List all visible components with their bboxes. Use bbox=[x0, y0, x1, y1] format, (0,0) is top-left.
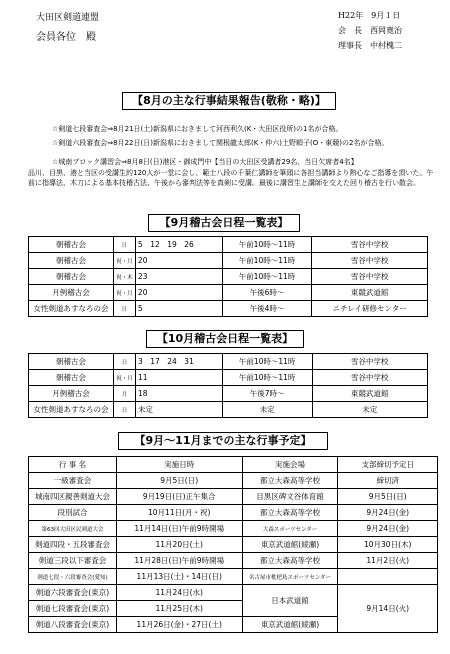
event-date: 9月5日(日) bbox=[116, 473, 242, 489]
table-row bbox=[29, 521, 438, 537]
issue-date: H22年 9月１日 bbox=[338, 11, 401, 20]
event-venue: 都立大森高等学校 bbox=[242, 553, 338, 569]
schedule-dates: 3 17 24 31 bbox=[135, 354, 222, 370]
schedule-name: 月例稽古会 bbox=[29, 285, 114, 301]
schedule-place: 雪谷中学校 bbox=[312, 253, 428, 269]
schedule-day: 月 bbox=[113, 386, 135, 402]
schedule-time: 未定 bbox=[222, 402, 312, 418]
event-date: 11月13日(土)・14日(日) bbox=[116, 569, 242, 585]
section-title-august: 【8月の主な行事結果報告(敬称・略)】 bbox=[122, 92, 336, 110]
addressee: 会員各位 殿 bbox=[36, 32, 96, 43]
schedule-time: 午前10時〜11時 bbox=[222, 253, 312, 269]
event-deadline: 11月2日(火) bbox=[338, 553, 438, 569]
event-name: 城南四区親善剣道大会 bbox=[29, 489, 117, 505]
schedule-day: 祝・木 bbox=[113, 269, 135, 285]
schedule-name: 朝稽古会 bbox=[29, 253, 114, 269]
schedule-day: 祝・月 bbox=[113, 253, 135, 269]
schedule-day: 日 bbox=[113, 301, 135, 317]
schedule-day: 日 bbox=[113, 354, 135, 370]
event-date: 11月25日(木) bbox=[116, 601, 242, 617]
event-date: 11月28日(日)午前9時開場 bbox=[116, 553, 242, 569]
event-venue: 都立大森高等学校 bbox=[242, 505, 338, 521]
table-row bbox=[29, 370, 428, 386]
event-name: 第63回大田区民剣道大会 bbox=[29, 521, 117, 537]
events-header-cell: 支部締切予定日 bbox=[338, 457, 438, 473]
schedule-name: 月例稽古会 bbox=[29, 386, 114, 402]
event-deadline: 9月24日(金) bbox=[338, 521, 438, 537]
schedule-place: 東競武道館 bbox=[312, 285, 428, 301]
schedule-place: 雪谷中学校 bbox=[312, 370, 427, 386]
schedule-name: 朝稽古会 bbox=[29, 370, 114, 386]
event-name: 剣道七段審査会(東京) bbox=[29, 601, 117, 617]
schedule-dates: 23 bbox=[135, 269, 222, 285]
schedule-day: 祝・月 bbox=[113, 285, 135, 301]
event-name: 剣道七段・六段審査会(愛知) bbox=[29, 569, 117, 585]
event-name: 剣道四段・五段審査会 bbox=[29, 537, 117, 553]
schedule-place: ニチレイ研修センター bbox=[312, 301, 428, 317]
events-header-cell: 実施日時 bbox=[116, 457, 242, 473]
event-venue: 名古屋市枇杷島スポーツセンター bbox=[242, 569, 338, 585]
event-venue: 大森スポーツセンター bbox=[242, 521, 338, 537]
event-deadline: 締切済 bbox=[338, 473, 438, 489]
event-venue: 東京武道館(綾瀬) bbox=[242, 617, 338, 633]
event-date: 11月26日(金)・27日(土) bbox=[116, 617, 242, 633]
schedule-name: 女性剣道あすなろの会 bbox=[29, 402, 114, 418]
schedule-time: 午前10時〜11時 bbox=[222, 370, 312, 386]
event-date: 11月20日(土) bbox=[116, 537, 242, 553]
schedule-dates: 未定 bbox=[135, 402, 222, 418]
september-schedule-table bbox=[28, 236, 428, 317]
director: 理事長 中村槐二 bbox=[338, 41, 402, 50]
event-deadline: 10月30日(木) bbox=[338, 537, 438, 553]
schedule-time: 午後6時〜 bbox=[222, 285, 312, 301]
schedule-name: 朝稽古会 bbox=[29, 269, 114, 285]
schedule-dates: 20 bbox=[135, 253, 222, 269]
section-title-september: 【9月稽古会日程一覧表】 bbox=[148, 214, 300, 232]
table-row bbox=[29, 269, 428, 285]
events-header-cell: 行 事 名 bbox=[29, 457, 117, 473]
schedule-time: 午前10時〜11時 bbox=[222, 354, 312, 370]
table-row bbox=[29, 585, 438, 601]
schedule-name: 朝稽古会 bbox=[29, 354, 114, 370]
block-seminar-title: ☆城南ブロック講習会⇒8月8日(日)港区・御成門中【当日の大田区受講者29名、当日欠席者4名】 bbox=[52, 158, 358, 166]
event-deadline: 9月24日(金) bbox=[338, 505, 438, 521]
event-venue: 東京武道館(綾瀬) bbox=[242, 537, 338, 553]
table-row bbox=[29, 237, 428, 253]
schedule-place: 東競武道館 bbox=[312, 386, 427, 402]
event-venue: 目黒区碑文谷体育館 bbox=[242, 489, 338, 505]
schedule-time: 午後4時〜 bbox=[222, 301, 312, 317]
schedule-place: 未定 bbox=[312, 402, 427, 418]
table-row bbox=[29, 537, 438, 553]
event-name: 剣道八段審査会(東京) bbox=[29, 617, 117, 633]
table-row bbox=[29, 253, 428, 269]
result-6dan: ☆剣道六段審査会⇒8月22日(日)新潟県におきまして関根龍太郎(K・仲六)土野順子(O・東競)の2名が合格。 bbox=[52, 139, 389, 147]
table-row bbox=[29, 473, 438, 489]
event-venue: 都立大森高等学校 bbox=[242, 473, 338, 489]
event-deadline bbox=[338, 569, 438, 585]
schedule-place: 雪谷中学校 bbox=[312, 237, 428, 253]
schedule-dates: 20 bbox=[135, 285, 222, 301]
president: 会 長 西岡寛治 bbox=[338, 26, 402, 35]
org-name: 大田区剣道連盟 bbox=[36, 13, 100, 23]
schedule-time: 午前10時〜11時 bbox=[222, 237, 312, 253]
event-date: 11月14日(日)午前9時開場 bbox=[116, 521, 242, 537]
schedule-name: 朝稽古会 bbox=[29, 237, 114, 253]
schedule-dates: 18 bbox=[135, 386, 222, 402]
event-deadline: 9月5日(日) bbox=[338, 489, 438, 505]
schedule-place: 雪谷中学校 bbox=[312, 269, 428, 285]
block-seminar-body: 品川、目黒、港と当区の受講生約120人が一堂に会し、範士八段の千葉仁講師を筆頭に各担当講師より熱心なご指導を頂いた。午前に指導法、木刀による基本技稽古法、午後から審判法等を真剣に受講。最後に講習生と講師を交えた回り稽古を行い散会。 bbox=[28, 169, 434, 187]
event-date: 11月24日(水) bbox=[116, 585, 242, 601]
table-row bbox=[29, 489, 438, 505]
table-row bbox=[29, 569, 438, 585]
event-name: 剣道六段審査会(東京) bbox=[29, 585, 117, 601]
october-schedule-table bbox=[28, 353, 428, 418]
events-table bbox=[28, 456, 438, 633]
table-header-row bbox=[29, 457, 438, 473]
event-venue: 日本武道館 bbox=[242, 585, 338, 617]
schedule-time: 午前10時〜11時 bbox=[222, 269, 312, 285]
event-name: 段別試合 bbox=[29, 505, 117, 521]
table-row bbox=[29, 301, 428, 317]
schedule-day: 祝・月 bbox=[113, 370, 135, 386]
table-row bbox=[29, 285, 428, 301]
section-title-october: 【10月稽古会日程一覧表】 bbox=[146, 330, 304, 348]
schedule-dates: 11 bbox=[135, 370, 222, 386]
schedule-place: 雪谷中学校 bbox=[312, 354, 427, 370]
event-date: 10月11日(月・祝) bbox=[116, 505, 242, 521]
table-row bbox=[29, 402, 428, 418]
table-row bbox=[29, 505, 438, 521]
result-7dan: ☆剣道七段審査会⇒8月21日(土)新潟県におきまして河西利久(K・大田区役所)の1名が合格。 bbox=[52, 125, 343, 133]
table-row bbox=[29, 386, 428, 402]
table-row bbox=[29, 553, 438, 569]
section-title-events: 【9月〜11月までの主な行事予定】 bbox=[118, 432, 328, 450]
schedule-day: 日 bbox=[113, 237, 135, 253]
schedule-name: 女性剣道あすなろの会 bbox=[29, 301, 114, 317]
event-deadline: 9月14日(火) bbox=[338, 585, 438, 633]
event-name: 剣道三段以下審査会 bbox=[29, 553, 117, 569]
schedule-day: 日 bbox=[113, 402, 135, 418]
table-row bbox=[29, 354, 428, 370]
event-name: 一級審査会 bbox=[29, 473, 117, 489]
schedule-dates: 5 12 19 26 bbox=[135, 237, 222, 253]
events-header-cell: 実施会場 bbox=[242, 457, 338, 473]
event-date: 9月19日(日)正午集合 bbox=[116, 489, 242, 505]
schedule-time: 午後7時〜 bbox=[222, 386, 312, 402]
schedule-dates: 5 bbox=[135, 301, 222, 317]
